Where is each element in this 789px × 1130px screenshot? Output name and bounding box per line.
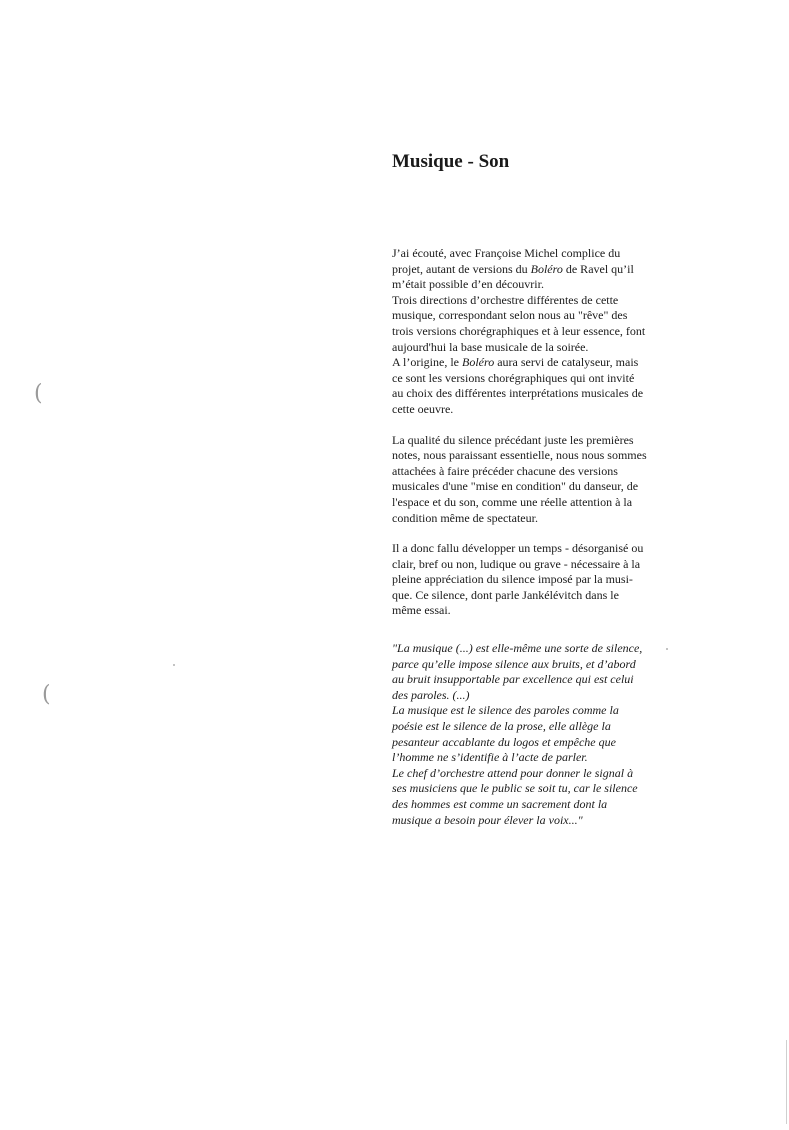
text-line: ce sont les versions chorégraphiques qui ont invité [392,370,635,385]
text-line: que. Ce silence, dont parle Jankélévitch dans le [392,587,619,602]
quote-line: l’homme ne s’identifie à l’acte de parler. [392,750,588,765]
margin-mark: ( [34,381,43,406]
text-line: J’ai écouté, avec Françoise Michel complice du [392,246,621,260]
text-line: condition même de spectateur. [392,510,538,525]
scan-speck [173,664,175,666]
text-line: La qualité du silence précédant juste les premières [392,432,634,447]
quote-line: "La musique (...) est elle-même une sorte de silence, [392,641,643,656]
quote-line: musique a besoin pour élever la voix..." [392,812,583,827]
quote-line: au bruit insupportable par excellence qui est celui [392,672,634,687]
quote-line: La musique est le silence des paroles comme la [392,703,619,718]
quote-line: Le chef d’orchestre attend pour donner le signal à [392,765,634,780]
text-line: m’était possible d’en découvrir. [392,277,544,292]
quote-line: des hommes est comme un sacrement dont la [392,797,608,811]
quote-line: des paroles. (...) [392,687,470,702]
text-line: même essai. [392,603,451,618]
scan-edge-line [786,1040,787,1124]
text-line: musique, correspondant selon nous au "rêve" des [392,308,628,323]
text-line: projet, autant de versions du Boléro de Ravel qu’il [392,261,634,276]
text-line: Il a donc fallu développer un temps - désorganisé ou [392,541,644,556]
text-line: attachées à faire précéder chacune des versions [392,463,618,478]
text-line: notes, nous paraissant essentielle, nous nous sommes [392,448,647,463]
work-title: Boléro [461,355,495,370]
text-line: clair, bref ou non, ludique ou grave - nécessaire à la [392,556,641,571]
quote-line: pesanteur accablante du logos et empêche que [392,734,616,749]
text-line: l'espace et du son, comme une réelle attention à la [392,494,633,509]
paragraph [392,433,692,527]
quote-line: ses musiciens que le public se soit tu, car le silence [392,781,638,796]
paragraph [392,541,692,619]
text-line: A l’origine, le Boléro aura servi de catalyseur, mais [392,355,639,370]
page-title: Musique - Son [392,151,510,172]
text-line: Trois directions d’orchestre différentes de cette [392,292,619,307]
quote-line: parce qu’elle impose silence aux bruits, et d’abord [392,656,636,671]
quote-line: poésie est le silence de la prose, elle allège la [392,719,611,734]
text-line: musicales d'une "mise en condition" du danseur, de [392,479,639,494]
text-line: pleine appréciation du silence imposé par la musi- [392,572,633,587]
text-line: aujourd'hui la base musicale de la soirée. [392,339,589,354]
margin-mark: ( [42,682,51,707]
text-line: cette oeuvre. [392,401,454,416]
quotation-block [392,641,692,828]
paragraph [392,246,692,418]
text-line: au choix des différentes interprétations musicales de [392,386,644,401]
body-text [392,246,692,828]
scan-speck [666,648,668,650]
work-title: Boléro [530,261,563,276]
text-line: trois versions chorégraphiques et à leur essence, font [392,323,646,338]
